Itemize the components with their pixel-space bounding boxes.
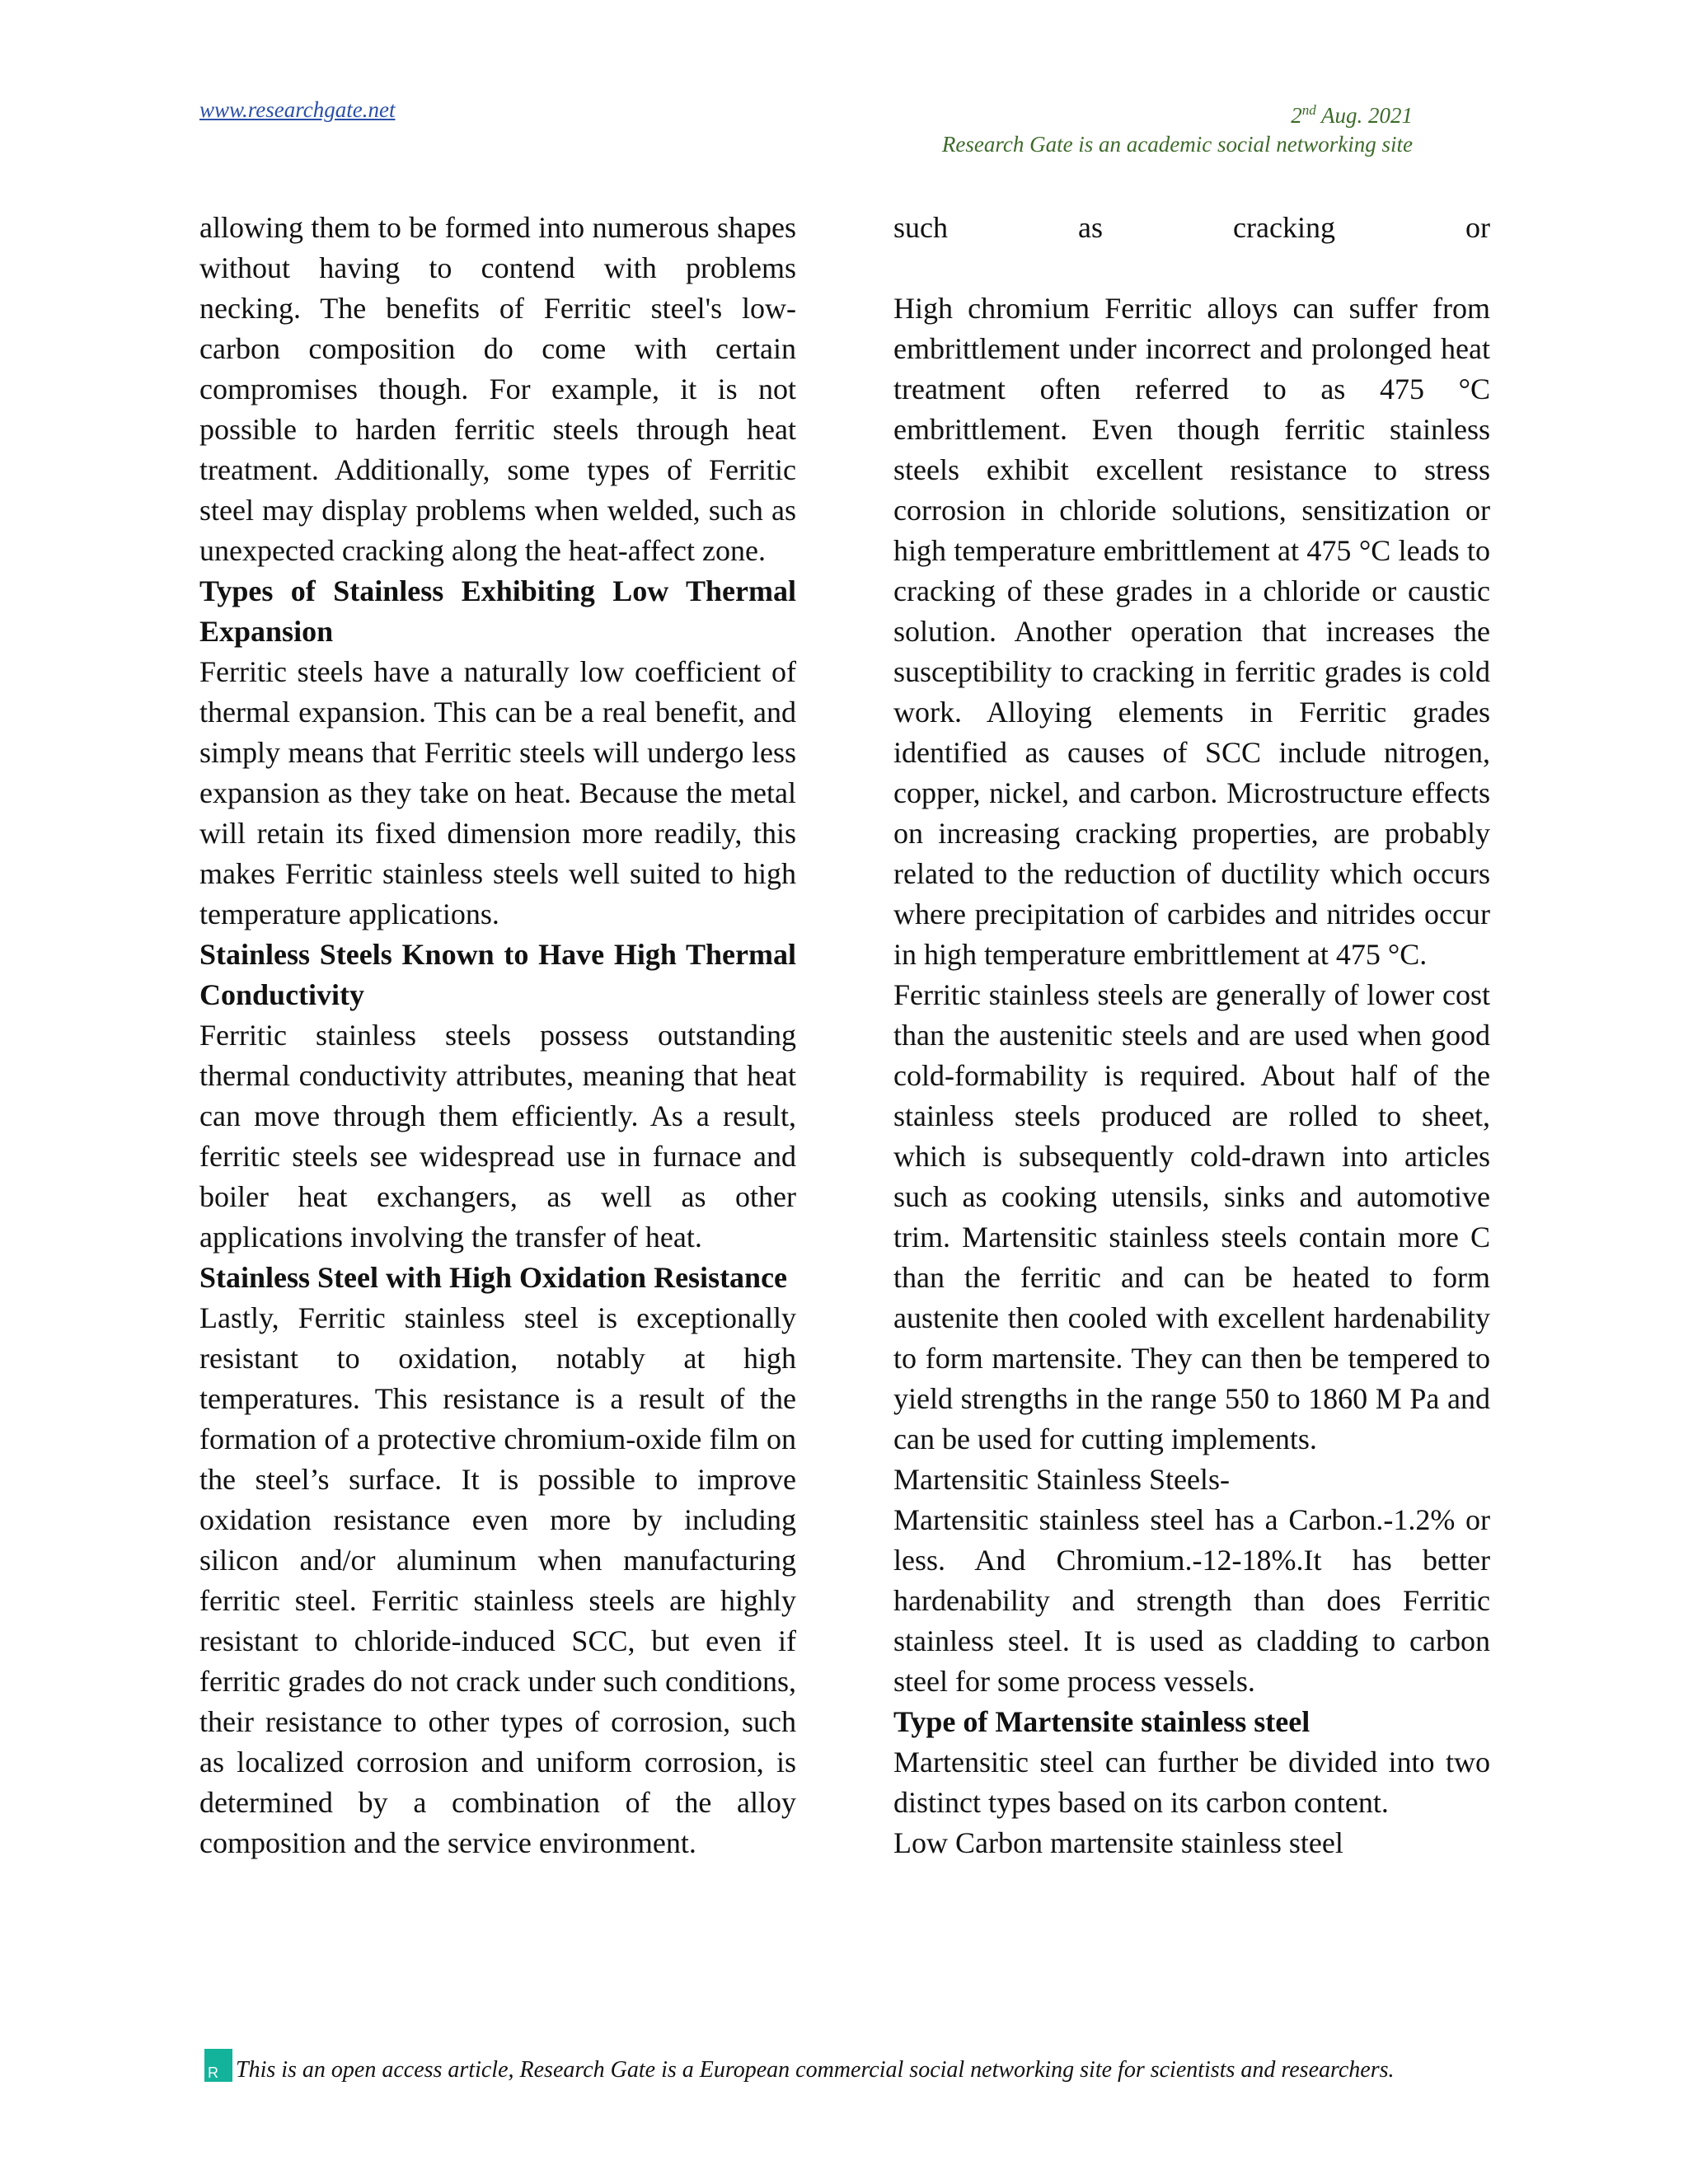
left-paragraph-3: Ferritic stainless steels possess outstanding thermal conductivity attributes, meaning that heat can move through them efficiently. As a result, ferritic steels see widespread use in furnace and boiler heat exchangers, as well as other applications involving the transfer of heat. [199, 1019, 796, 1254]
header-date [942, 96, 1413, 130]
date-suffix: nd [1301, 102, 1316, 118]
right-paragraph-2: High chromium Ferritic alloys can suffer from embrittlement under incorrect and prolonged heat treatment often referred to as 475 °C embrittlement. Even though ferritic stainless steels exhibit excellent resistance to stress corrosion in chloride solutions, sensitization or high temperature embrittlement at 475 °C leads to cracking of these grades in a chloride or caustic solution. Another operation that increases the susceptibility to cracking in ferritic grades is cold work. Alloying elements in Ferritic grades identified as causes of SCC include nitrogen, copper, nickel, and carbon. Microstructure effects on increasing cracking properties, are probably related to the reduction of ductility which occurs where precipitation of carbides and nitrides occur in high temperature embrittlement at 475 °C. [893, 292, 1490, 971]
right-paragraph-4: Martensitic Stainless Steels- [893, 1463, 1230, 1496]
right-paragraph-7: Low Carbon martensite stainless steel [893, 1826, 1343, 1859]
researchgate-logo-icon: R [204, 2049, 232, 2082]
left-paragraph-2: Ferritic steels have a naturally low coefficient of thermal expansion. This can be a real benefit, and simply means that Ferritic steels will undergo less expansion as they take on heat. Because the metal will retain its fixed dimension more readily, this makes Ferritic stainless steels well suited to high temperature applications. [199, 655, 796, 930]
heading-high-thermal-conductivity: Stainless Steels Known to Have High Thermal Conductivity [199, 938, 796, 1011]
left-paragraph-4: Lastly, Ferritic stainless steel is exceptionally resistant to oxidation, notably at high temperatures. This resistance is a result of the formation of a protective chromium-oxide film on the steel’s surface. It is possible to improve oxidation resistance even more by including silicon and/or aluminum when manufacturing ferritic steel. Ferritic stainless steels are highly resistant to chloride-induced SCC, but even if ferritic grades do not crack under such conditions, their resistance to other types of corrosion, such as localized corrosion and uniform corrosion, is determined by a combination of the alloy composition and the service environment. [199, 1301, 796, 1859]
header-meta [942, 96, 1413, 159]
heading-low-thermal-expansion: Types of Stainless Exhibiting Low Thermal Expansion [199, 574, 796, 648]
paragraph-gap [893, 248, 1490, 288]
footer [204, 2049, 1490, 2085]
heading-martensite-type: Type of Martensite stainless steel [893, 1705, 1311, 1738]
date-day: 2 [1291, 103, 1302, 128]
left-column [199, 208, 796, 1863]
right-column [893, 208, 1490, 1863]
right-paragraph-6: Martensitic steel can further be divided into two distinct types based on its carbon content. [893, 1746, 1490, 1819]
right-paragraph-3: Ferritic stainless steels are generally of lower cost than the austenitic steels and are used when good cold-formability is required. About half of the stainless steels produced are rolled to sheet, which is subsequently cold-drawn into articles such as cooking utensils, sinks and automotive trim. Martensitic stainless steels contain more C than the ferritic and can be heated to form austenite then cooled with excellent hardenability to form martensite. They can then be tempered to yield strengths in the range 550 to 1860 M Pa and can be used for cutting implements. [893, 978, 1490, 1455]
heading-oxidation-resistance: Stainless Steel with High Oxidation Resistance [199, 1261, 788, 1294]
header-tagline: Research Gate is an academic social networking site [941, 132, 1413, 157]
header-site-link[interactable]: www.researchgate.net [199, 97, 396, 122]
right-paragraph-1: such as cracking or [893, 211, 1490, 244]
date-rest: Aug. 2021 [1315, 103, 1413, 128]
left-paragraph-1: allowing them to be formed into numerous shapes without having to contend with problems necking. The benefits of Ferritic steel's low-carbon composition do come with certain compromises though. For example, it is not possible to harden ferritic steels through heat treatment. Additionally, some types of Ferritic steel may display problems when welded, such as unexpected cracking along the heat-affect zone. [199, 211, 796, 567]
right-paragraph-5: Martensitic stainless steel has a Carbon.-1.2% or less. And Chromium.-12-18%.It has better hardenability and strength than does Ferritic stainless steel. It is used as cladding to carbon steel for some process vessels. [893, 1503, 1490, 1698]
footer-text: This is an open access article, Research Gate is a European commercial social networking site for scientists and researchers. [236, 2057, 1395, 2083]
